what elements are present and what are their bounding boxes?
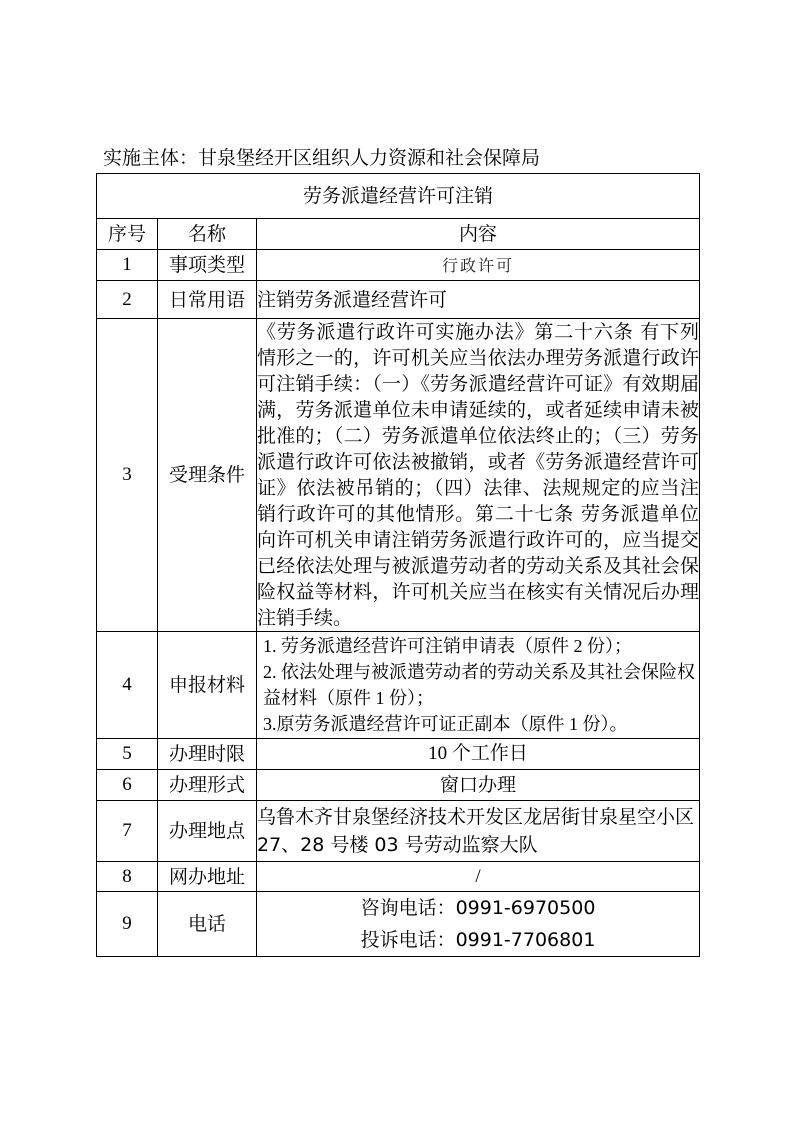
row-content: 窗口办理 xyxy=(257,770,700,801)
row-number: 8 xyxy=(97,862,158,892)
material-item: 3.原劳务派遣经营许可证正副本（原件 1 份）。 xyxy=(263,714,628,734)
table-row xyxy=(97,892,700,957)
row-content: 注销劳务派遣经营许可 xyxy=(257,281,700,319)
table-header-row xyxy=(97,219,700,250)
materials-list xyxy=(257,632,700,739)
table-row xyxy=(97,770,700,801)
column-header-no: 序号 xyxy=(97,219,158,250)
consult-phone: 咨询电话：0991-6970500 xyxy=(360,897,596,919)
row-number: 2 xyxy=(97,281,158,319)
row-content: 10 个工作日 xyxy=(257,739,700,770)
table-title-row xyxy=(97,174,700,219)
table-title: 劳务派遣经营许可注销 xyxy=(97,174,700,219)
row-name: 电话 xyxy=(158,892,257,957)
table-row xyxy=(97,250,700,281)
row-name: 办理地点 xyxy=(158,801,257,862)
row-number: 1 xyxy=(97,250,158,281)
row-content: 《劳务派遣行政许可实施办法》第二十六条 有下列情形之一的，许可机关应当依法办理劳务派遣行政许可注销手续：（一）《劳务派遣经营许可证》有效期届满，劳务派遣单位未申请延续的，或者延续申请未被批准的；（二）劳务派遣单位依法终止的；（三）劳务派遣行政许可依法被撤销，或者《劳务派遣经营许可证》依法被吊销的；（四）法律、法规规定的应当注销行政许可的其他情形。第二十七条 劳务派遣单位向许可机关申请注销劳务派遣行政许可的，应当提交已经依法处理与被派遣劳动者的劳动关系及其社会保险权益等材料，许可机关应当在核实有关情况后办理注销手续。 xyxy=(257,319,700,632)
service-info-table xyxy=(96,173,700,957)
row-name: 申报材料 xyxy=(158,632,257,739)
row-number: 4 xyxy=(97,632,158,739)
material-item: 1. 劳务派遣经营许可注销申请表（原件 2 份）； xyxy=(263,636,632,656)
row-name: 受理条件 xyxy=(158,319,257,632)
row-number: 3 xyxy=(97,319,158,632)
row-content: 乌鲁木齐甘泉堡经济技术开发区龙居街甘泉星空小区 27、28 号楼 03 号劳动监察大队 xyxy=(257,801,700,862)
column-header-name: 名称 xyxy=(158,219,257,250)
table-row xyxy=(97,739,700,770)
phone-list xyxy=(257,892,700,957)
row-content: / xyxy=(257,862,700,892)
row-name: 事项类型 xyxy=(158,250,257,281)
row-name: 办理形式 xyxy=(158,770,257,801)
table-row xyxy=(97,319,700,632)
material-item: 2. 依法处理与被派遣劳动者的劳动关系及其社会保险权益材料（原件 1 份）； xyxy=(263,662,695,708)
table-row xyxy=(97,801,700,862)
row-number: 5 xyxy=(97,739,158,770)
row-number: 9 xyxy=(97,892,158,957)
row-name: 办理时限 xyxy=(158,739,257,770)
row-number: 7 xyxy=(97,801,158,862)
row-content: 行政许可 xyxy=(441,255,514,275)
implementing-agency: 实施主体：甘泉堡经开区组织人力资源和社会保障局 xyxy=(103,147,541,169)
column-header-content: 内容 xyxy=(257,219,700,250)
table-row xyxy=(97,632,700,739)
row-number: 6 xyxy=(97,770,158,801)
row-name: 网办地址 xyxy=(158,862,257,892)
table-row xyxy=(97,281,700,319)
table-row xyxy=(97,862,700,892)
row-name: 日常用语 xyxy=(158,281,257,319)
complaint-phone: 投诉电话：0991-7706801 xyxy=(360,929,596,951)
